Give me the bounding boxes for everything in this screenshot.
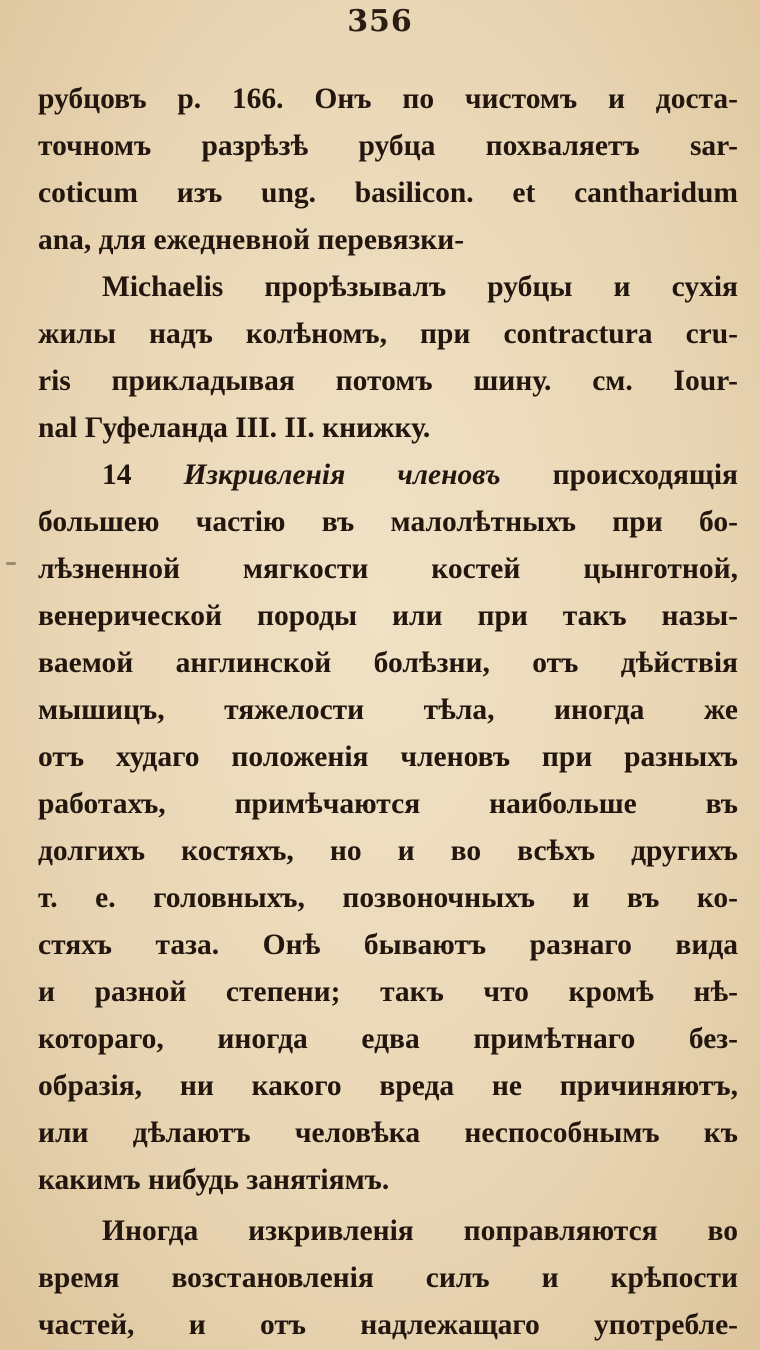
text-line: и разной степени; такъ что кромѣ нѣ- (38, 976, 738, 1008)
text-line: ana, для ежедневной перевязки- (38, 224, 465, 256)
text-line: венерической породы или при такъ назы- (38, 600, 738, 632)
section-number: 14 (102, 459, 132, 491)
text-line: отъ худаго положенія членовъ при разныхъ (38, 741, 738, 773)
page-number: 356 (347, 4, 413, 39)
text-line: Иногда изкривленія поправляются во (102, 1215, 738, 1247)
text-line: котораго, иногда едва примѣтнаго без- (38, 1023, 738, 1055)
text-line: большею частію въ малолѣтныхъ при бо- (38, 506, 738, 538)
text-line: какимъ нибудь занятіямъ. (38, 1164, 390, 1196)
text-line: частей, и отъ надлежащаго употребле- (38, 1309, 738, 1341)
text-line: долгихъ костяхъ, но и во всѣхъ другихъ (38, 835, 738, 867)
margin-mark (6, 562, 16, 565)
text-line: ваемой англинской болѣзни, отъ дѣйствія (38, 647, 738, 679)
text-line: ris прикладывая потомъ шину. см. Iour- (38, 365, 738, 397)
page-body (38, 76, 738, 1349)
text-line: или дѣлаютъ человѣка неспособнымъ къ (38, 1117, 738, 1149)
text-line: жилы надъ колѣномъ, при contractura cru- (38, 318, 738, 350)
text-line: coticum изъ ung. basilicon. et cantharidum (38, 177, 738, 209)
text-line: лѣзненной мягкости костей цынготной, (38, 553, 738, 585)
text-line: работахъ, примѣчаются наибольше въ (38, 788, 738, 820)
text-line: т. е. головныхъ, позвоночныхъ и въ ко- (38, 882, 738, 914)
text-line: время возстановленія силъ и крѣпости (38, 1262, 738, 1294)
text-line: точномъ разрѣзѣ рубца похваляетъ sar- (38, 130, 738, 162)
text-line: мышицъ, тяжелости тѣла, иногда же (38, 694, 738, 726)
section-heading-line (38, 452, 738, 499)
text-fragment: происходящія (552, 459, 738, 491)
text-line: стяхъ таза. Онѣ бываютъ разнаго вида (38, 929, 738, 961)
text-line: рубцовъ р. 166. Онъ по чистомъ и доста- (38, 83, 738, 115)
section-heading: Изкривленія членовъ (183, 459, 501, 491)
text-line: образія, ни какого вреда не причиняютъ, (38, 1070, 738, 1102)
text-line: Michaelis прорѣзывалъ рубцы и сухія (102, 271, 738, 303)
text-line: nal Гуфеланда III. II. книжку. (38, 412, 431, 444)
